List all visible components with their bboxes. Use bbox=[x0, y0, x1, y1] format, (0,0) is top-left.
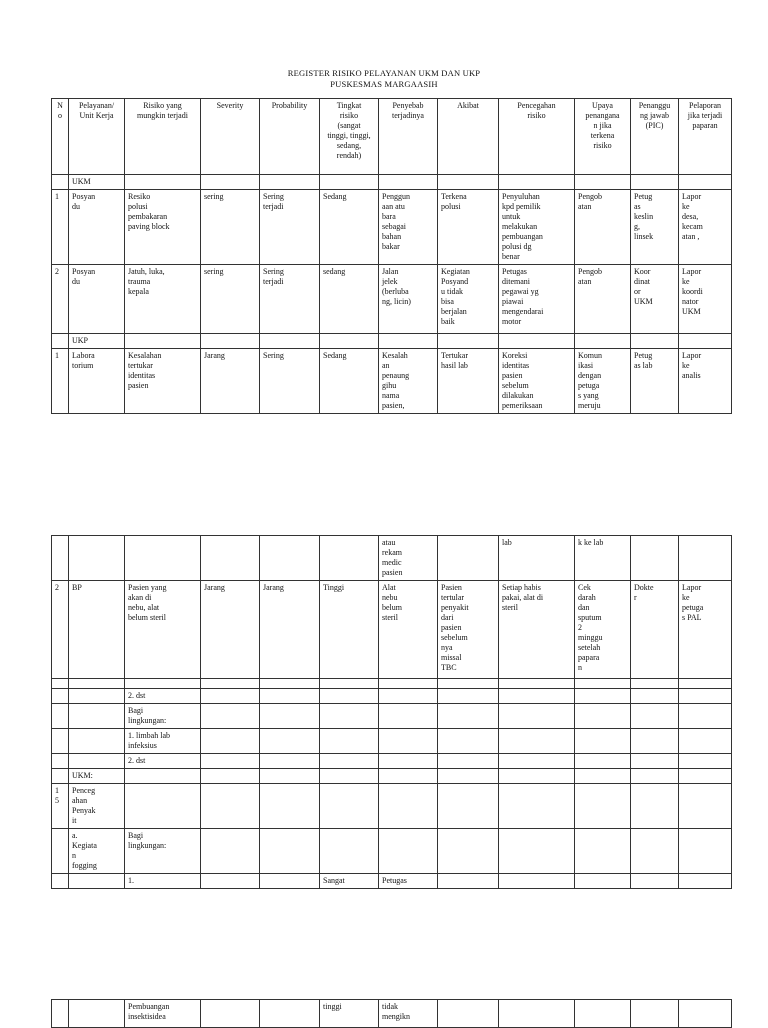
cell-handling: Pengob atan bbox=[575, 265, 631, 334]
cell-report bbox=[679, 704, 732, 729]
cell-unit bbox=[69, 874, 125, 889]
cell-unit: Penceg ahan Penyak it bbox=[69, 784, 125, 829]
cell-probability bbox=[260, 729, 320, 754]
table-row bbox=[52, 175, 732, 190]
table-row bbox=[52, 581, 732, 679]
cell-risk: Bagi lingkungan: bbox=[125, 829, 201, 874]
risk-register-table-2 bbox=[51, 535, 732, 889]
cell-report bbox=[679, 1000, 732, 1028]
cell-cause bbox=[379, 689, 438, 704]
column-header-probability: Probability bbox=[260, 99, 320, 175]
cell-level: sedang bbox=[320, 265, 379, 334]
cell-report: Lapor ke analis bbox=[679, 349, 732, 414]
column-header-handling: Upaya penangana n jika terkena risiko bbox=[575, 99, 631, 175]
cell-risk: 1. limbah lab infeksius bbox=[125, 729, 201, 754]
cell-prevention: Setiap habis pakai, alat di steril bbox=[499, 581, 575, 679]
cell-handling bbox=[575, 829, 631, 874]
cell-unit: BP bbox=[69, 581, 125, 679]
cell-probability bbox=[260, 536, 320, 581]
cell-level bbox=[320, 689, 379, 704]
column-header-report: Pelaporan jika terjadi paparan bbox=[679, 99, 732, 175]
cell-risk: 2. dst bbox=[125, 689, 201, 704]
cell-pic bbox=[631, 704, 679, 729]
cell-pic bbox=[631, 729, 679, 754]
cell-effect: Tertukar hasil lab bbox=[438, 349, 499, 414]
table-row bbox=[52, 679, 732, 689]
cell-report bbox=[679, 679, 732, 689]
cell-severity: sering bbox=[201, 265, 260, 334]
cell-pic: Petug as lab bbox=[631, 349, 679, 414]
cell-pic bbox=[631, 769, 679, 784]
cell-level: Sangat bbox=[320, 874, 379, 889]
cell-level bbox=[320, 754, 379, 769]
cell-no: 1 bbox=[52, 190, 69, 265]
cell-prevention bbox=[499, 1000, 575, 1028]
cell-level bbox=[320, 175, 379, 190]
cell-report bbox=[679, 729, 732, 754]
cell-unit: UKP bbox=[69, 334, 125, 349]
title-line-1: REGISTER RISIKO PELAYANAN UKM DAN UKP bbox=[287, 68, 481, 78]
table-row bbox=[52, 729, 732, 754]
table-row bbox=[52, 689, 732, 704]
cell-effect bbox=[438, 704, 499, 729]
cell-severity bbox=[201, 679, 260, 689]
cell-prevention bbox=[499, 679, 575, 689]
cell-probability: Sering bbox=[260, 349, 320, 414]
cell-no: 1 5 bbox=[52, 784, 69, 829]
cell-cause: atau rekam medic pasien bbox=[379, 536, 438, 581]
cell-cause bbox=[379, 175, 438, 190]
cell-effect bbox=[438, 829, 499, 874]
cell-report: Lapor ke desa, kecam atan , bbox=[679, 190, 732, 265]
cell-level bbox=[320, 784, 379, 829]
cell-effect bbox=[438, 536, 499, 581]
column-header-unit: Pelayanan/ Unit Kerja bbox=[69, 99, 125, 175]
table-row bbox=[52, 334, 732, 349]
table-row bbox=[52, 190, 732, 265]
cell-pic bbox=[631, 334, 679, 349]
cell-severity bbox=[201, 536, 260, 581]
cell-probability bbox=[260, 784, 320, 829]
cell-severity bbox=[201, 784, 260, 829]
cell-effect bbox=[438, 334, 499, 349]
cell-cause bbox=[379, 729, 438, 754]
cell-effect bbox=[438, 679, 499, 689]
cell-unit bbox=[69, 689, 125, 704]
cell-report: Lapor ke koordi nator UKM bbox=[679, 265, 732, 334]
cell-severity: Jarang bbox=[201, 581, 260, 679]
cell-severity bbox=[201, 729, 260, 754]
cell-prevention bbox=[499, 704, 575, 729]
cell-pic bbox=[631, 829, 679, 874]
cell-prevention bbox=[499, 829, 575, 874]
cell-probability: Jarang bbox=[260, 581, 320, 679]
cell-pic bbox=[631, 536, 679, 581]
cell-effect bbox=[438, 784, 499, 829]
cell-prevention bbox=[499, 754, 575, 769]
cell-prevention bbox=[499, 729, 575, 754]
cell-risk bbox=[125, 679, 201, 689]
cell-risk bbox=[125, 769, 201, 784]
column-header-pic: Penanggu ng jawab (PIC) bbox=[631, 99, 679, 175]
cell-report: Lapor ke petuga s PAL bbox=[679, 581, 732, 679]
cell-unit: Labora torium bbox=[69, 349, 125, 414]
cell-prevention bbox=[499, 874, 575, 889]
cell-level bbox=[320, 334, 379, 349]
risk-register-table-1 bbox=[51, 98, 732, 414]
cell-level: tinggi bbox=[320, 1000, 379, 1028]
column-header-cause: Penyebab terjadinya bbox=[379, 99, 438, 175]
cell-probability bbox=[260, 769, 320, 784]
cell-report bbox=[679, 769, 732, 784]
cell-prevention: Penyuluhan kpd pemilik untuk melakukan pembuangan polusi dg benar bbox=[499, 190, 575, 265]
cell-pic bbox=[631, 874, 679, 889]
cell-pic: Dokte r bbox=[631, 581, 679, 679]
cell-cause: tidak mengikn bbox=[379, 1000, 438, 1028]
cell-unit: UKM bbox=[69, 175, 125, 190]
cell-handling: Komun ikasi dengan petuga s yang meruju bbox=[575, 349, 631, 414]
cell-level: Sedang bbox=[320, 190, 379, 265]
cell-prevention bbox=[499, 769, 575, 784]
cell-risk bbox=[125, 536, 201, 581]
cell-handling bbox=[575, 334, 631, 349]
cell-cause bbox=[379, 829, 438, 874]
cell-probability bbox=[260, 679, 320, 689]
cell-effect bbox=[438, 874, 499, 889]
cell-unit bbox=[69, 1000, 125, 1028]
table-row bbox=[52, 704, 732, 729]
cell-level bbox=[320, 729, 379, 754]
cell-risk: Kesalahan tertukar identitas pasien bbox=[125, 349, 201, 414]
cell-handling bbox=[575, 175, 631, 190]
cell-no bbox=[52, 769, 69, 784]
cell-pic bbox=[631, 754, 679, 769]
cell-level: Tinggi bbox=[320, 581, 379, 679]
cell-probability bbox=[260, 1000, 320, 1028]
cell-effect bbox=[438, 175, 499, 190]
cell-no: 1 bbox=[52, 349, 69, 414]
cell-handling bbox=[575, 679, 631, 689]
cell-pic bbox=[631, 679, 679, 689]
cell-severity bbox=[201, 334, 260, 349]
cell-report bbox=[679, 536, 732, 581]
cell-probability bbox=[260, 874, 320, 889]
cell-no bbox=[52, 679, 69, 689]
cell-cause: Jalan jelek (berluba ng, licin) bbox=[379, 265, 438, 334]
cell-report bbox=[679, 874, 732, 889]
cell-pic bbox=[631, 784, 679, 829]
title-line-2: PUSKESMAS MARGAASIH bbox=[330, 79, 438, 89]
cell-level bbox=[320, 679, 379, 689]
cell-no bbox=[52, 1000, 69, 1028]
cell-probability bbox=[260, 754, 320, 769]
cell-severity bbox=[201, 754, 260, 769]
cell-handling: Cek darah dan sputum 2 minggu setelah papara n bbox=[575, 581, 631, 679]
cell-no: 2 bbox=[52, 581, 69, 679]
cell-risk bbox=[125, 334, 201, 349]
table-row bbox=[52, 536, 732, 581]
cell-severity: sering bbox=[201, 190, 260, 265]
table-row bbox=[52, 784, 732, 829]
cell-unit: a. Kegiata n fogging bbox=[69, 829, 125, 874]
cell-handling: k ke lab bbox=[575, 536, 631, 581]
cell-report bbox=[679, 334, 732, 349]
cell-unit bbox=[69, 536, 125, 581]
cell-prevention: Koreksi identitas pasien sebelum dilakukan pemeriksaan bbox=[499, 349, 575, 414]
cell-handling bbox=[575, 784, 631, 829]
cell-unit bbox=[69, 704, 125, 729]
cell-probability: Sering terjadi bbox=[260, 265, 320, 334]
cell-handling bbox=[575, 729, 631, 754]
cell-handling bbox=[575, 754, 631, 769]
cell-pic bbox=[631, 1000, 679, 1028]
cell-risk: 2. dst bbox=[125, 754, 201, 769]
cell-severity bbox=[201, 689, 260, 704]
cell-handling bbox=[575, 689, 631, 704]
table-row bbox=[52, 265, 732, 334]
cell-level bbox=[320, 704, 379, 729]
column-header-no: N o bbox=[52, 99, 69, 175]
cell-report bbox=[679, 175, 732, 190]
cell-no bbox=[52, 704, 69, 729]
cell-severity bbox=[201, 769, 260, 784]
cell-risk: Jatuh, luka, trauma kepala bbox=[125, 265, 201, 334]
cell-handling bbox=[575, 1000, 631, 1028]
cell-prevention: lab bbox=[499, 536, 575, 581]
cell-effect bbox=[438, 689, 499, 704]
cell-probability bbox=[260, 829, 320, 874]
cell-cause: Penggun aan atu bara sebagai bahan bakar bbox=[379, 190, 438, 265]
cell-no bbox=[52, 536, 69, 581]
cell-unit bbox=[69, 729, 125, 754]
cell-level bbox=[320, 769, 379, 784]
column-header-effect: Akibat bbox=[438, 99, 499, 175]
cell-severity bbox=[201, 175, 260, 190]
cell-no bbox=[52, 754, 69, 769]
column-header-level: Tingkat risiko (sangat tinggi, tinggi, sedang, rendah) bbox=[320, 99, 379, 175]
cell-level bbox=[320, 536, 379, 581]
cell-handling bbox=[575, 874, 631, 889]
cell-prevention bbox=[499, 334, 575, 349]
cell-unit: Posyan du bbox=[69, 190, 125, 265]
column-header-severity: Severity bbox=[201, 99, 260, 175]
cell-no bbox=[52, 874, 69, 889]
cell-effect: Terkena polusi bbox=[438, 190, 499, 265]
cell-unit bbox=[69, 754, 125, 769]
cell-cause bbox=[379, 754, 438, 769]
cell-risk: Pembuangan insektisidea bbox=[125, 1000, 201, 1028]
cell-severity bbox=[201, 829, 260, 874]
cell-no bbox=[52, 829, 69, 874]
cell-prevention bbox=[499, 689, 575, 704]
cell-severity bbox=[201, 1000, 260, 1028]
cell-handling: Pengob atan bbox=[575, 190, 631, 265]
cell-effect bbox=[438, 754, 499, 769]
column-header-risk: Risiko yang mungkin terjadi bbox=[125, 99, 201, 175]
cell-cause bbox=[379, 704, 438, 729]
cell-handling bbox=[575, 704, 631, 729]
cell-pic bbox=[631, 689, 679, 704]
cell-risk: 1. bbox=[125, 874, 201, 889]
cell-pic bbox=[631, 175, 679, 190]
cell-cause bbox=[379, 679, 438, 689]
cell-risk: Pasien yang akan di nebu, alat belum steril bbox=[125, 581, 201, 679]
cell-cause: Alat nebu belum steril bbox=[379, 581, 438, 679]
cell-severity: Jarang bbox=[201, 349, 260, 414]
cell-unit: UKM: bbox=[69, 769, 125, 784]
cell-no bbox=[52, 175, 69, 190]
cell-effect: Kegiatan Posyand u tidak bisa berjalan baik bbox=[438, 265, 499, 334]
cell-severity bbox=[201, 704, 260, 729]
table-row bbox=[52, 769, 732, 784]
table-row bbox=[52, 349, 732, 414]
cell-risk bbox=[125, 175, 201, 190]
cell-no: 2 bbox=[52, 265, 69, 334]
cell-pic: Petug as keslin g, linsek bbox=[631, 190, 679, 265]
table-row bbox=[52, 754, 732, 769]
table-row bbox=[52, 874, 732, 889]
cell-risk: Bagi lingkungan: bbox=[125, 704, 201, 729]
cell-effect: Pasien tertular penyakit dari pasien sebelum nya missal TBC bbox=[438, 581, 499, 679]
cell-effect bbox=[438, 769, 499, 784]
table-row bbox=[52, 1000, 732, 1028]
cell-prevention bbox=[499, 175, 575, 190]
cell-no bbox=[52, 334, 69, 349]
cell-severity bbox=[201, 874, 260, 889]
cell-effect bbox=[438, 1000, 499, 1028]
cell-report bbox=[679, 784, 732, 829]
cell-pic: Koor dinat or UKM bbox=[631, 265, 679, 334]
table-header-row bbox=[52, 99, 732, 175]
cell-cause: Kesalah an penaung gihu nama pasien, bbox=[379, 349, 438, 414]
cell-cause: Petugas bbox=[379, 874, 438, 889]
cell-risk bbox=[125, 784, 201, 829]
cell-effect bbox=[438, 729, 499, 754]
cell-unit: Posyan du bbox=[69, 265, 125, 334]
cell-probability bbox=[260, 175, 320, 190]
cell-prevention bbox=[499, 784, 575, 829]
cell-no bbox=[52, 689, 69, 704]
cell-level bbox=[320, 829, 379, 874]
table-row bbox=[52, 829, 732, 874]
cell-probability: Sering terjadi bbox=[260, 190, 320, 265]
cell-report bbox=[679, 754, 732, 769]
cell-cause bbox=[379, 769, 438, 784]
cell-report bbox=[679, 689, 732, 704]
column-header-prevention: Pencegahan risiko bbox=[499, 99, 575, 175]
cell-cause bbox=[379, 334, 438, 349]
document-title bbox=[0, 68, 768, 90]
cell-prevention: Petugas ditemani pegawai yg piawai mengendarai motor bbox=[499, 265, 575, 334]
cell-risk: Resiko polusi pembakaran paving block bbox=[125, 190, 201, 265]
cell-unit bbox=[69, 679, 125, 689]
cell-probability bbox=[260, 704, 320, 729]
cell-report bbox=[679, 829, 732, 874]
cell-handling bbox=[575, 769, 631, 784]
cell-level: Sedang bbox=[320, 349, 379, 414]
cell-no bbox=[52, 729, 69, 754]
cell-probability bbox=[260, 689, 320, 704]
cell-probability bbox=[260, 334, 320, 349]
cell-cause bbox=[379, 784, 438, 829]
